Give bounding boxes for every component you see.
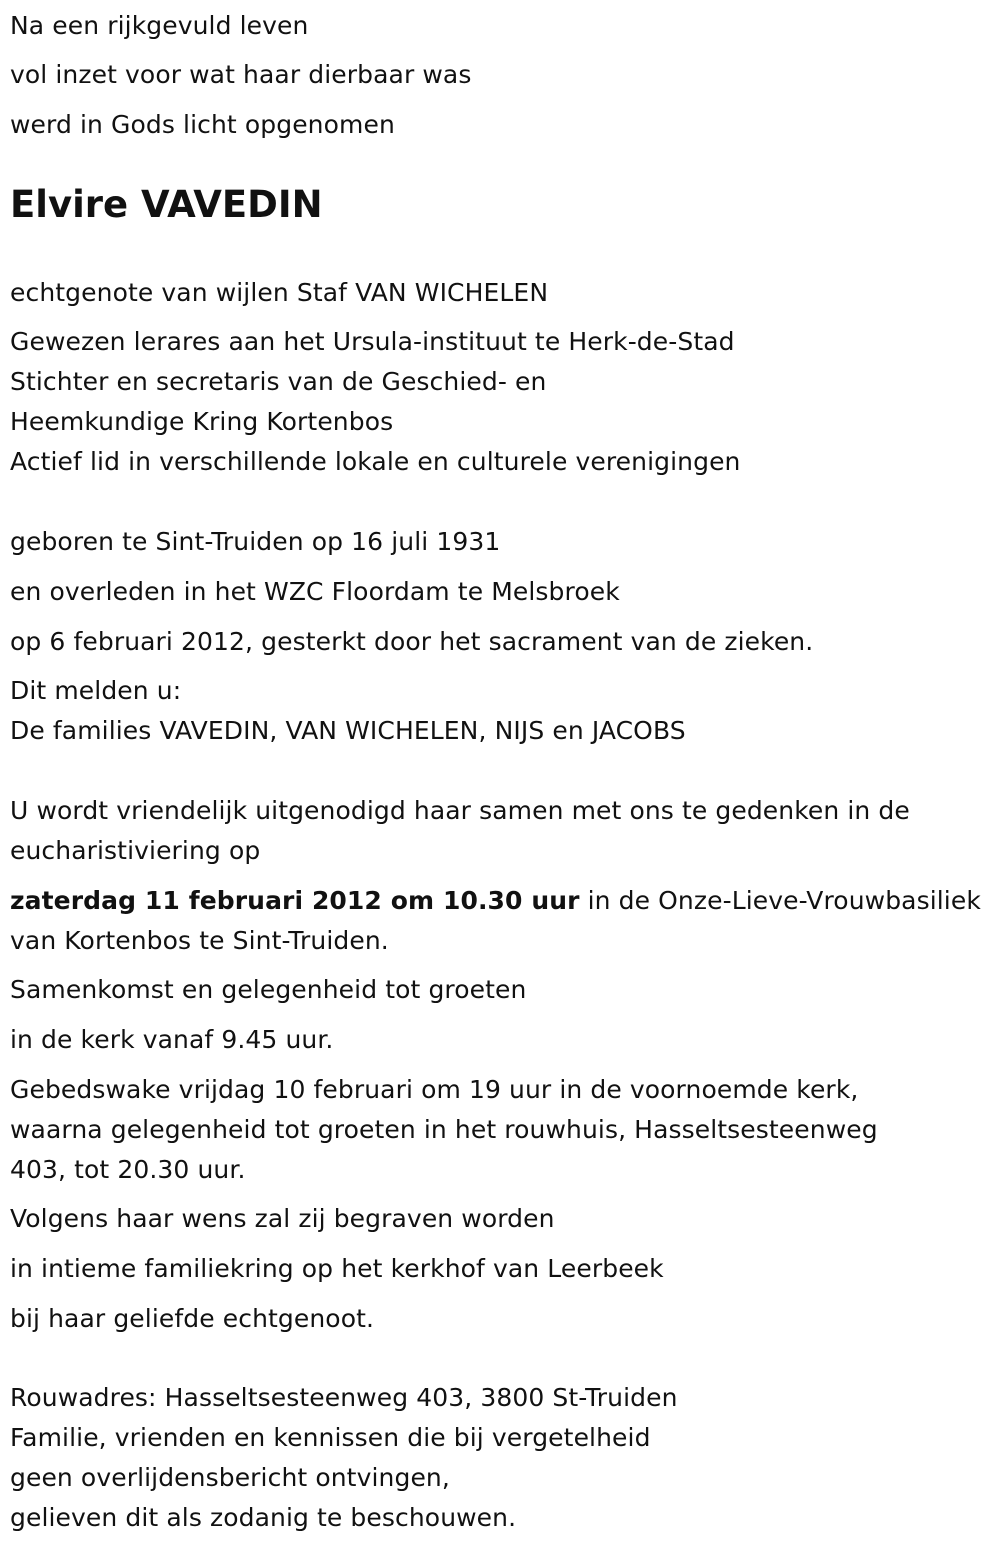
intro-line-1: Na een rijkgevuld leven [10,11,309,40]
service-line-1 [10,883,981,919]
closing-line-2: Familie, vrienden en kennissen die bij vergetelheid [10,1423,651,1452]
death-line-1: en overleden in het WZC Floordam te Melsbroek [10,577,620,606]
bio-line-2: Stichter en secretaris van de Geschied- en [10,367,547,396]
closing-line-1: Rouwadres: Hasseltsesteenweg 403, 3800 St-Truiden [10,1383,678,1412]
intro-line-3: werd in Gods licht opgenomen [10,110,395,139]
service-place-1: in de Onze-Lieve-Vrouwbasiliek [579,886,981,915]
vigil-line-2: waarna gelegenheid tot groeten in het rouwhuis, Hasseltsesteenweg [10,1115,878,1144]
closing-line-4: gelieven dit als zodanig te beschouwen. [10,1503,517,1532]
birth-line: geboren te Sint-Truiden op 16 juli 1931 [10,527,501,556]
invitation-line-1: U wordt vriendelijk uitgenodigd haar samen met ons te gedenken in de [10,796,910,825]
burial-line-1: Volgens haar wens zal zij begraven worden [10,1204,555,1233]
spouse-line: echtgenote van wijlen Staf VAN WICHELEN [10,278,549,307]
obituary-notice [10,0,985,1553]
bio-line-4: Actief lid in verschillende lokale en culturele verenigingen [10,447,741,476]
deceased-name: Elvire VAVEDIN [10,183,323,226]
service-date-time: zaterdag 11 februari 2012 om 10.30 uur [10,886,580,915]
vigil-line-3: 403, tot 20.30 uur. [10,1155,246,1184]
announcement-intro: Dit melden u: [10,676,182,705]
bio-line-1: Gewezen lerares aan het Ursula-instituut te Herk-de-Stad [10,327,735,356]
death-line-2: op 6 februari 2012, gesterkt door het sacrament van de zieken. [10,627,814,656]
closing-line-3: geen overlijdensbericht ontvingen, [10,1463,450,1492]
gathering-line-2: in de kerk vanaf 9.45 uur. [10,1025,334,1054]
gathering-line-1: Samenkomst en gelegenheid tot groeten [10,975,527,1004]
invitation-line-2: eucharistiviering op [10,836,261,865]
bio-line-3: Heemkundige Kring Kortenbos [10,407,394,436]
announcement-families: De families VAVEDIN, VAN WICHELEN, NIJS en JACOBS [10,716,686,745]
vigil-line-1: Gebedswake vrijdag 10 februari om 19 uur in de voornoemde kerk, [10,1075,859,1104]
burial-line-3: bij haar geliefde echtgenoot. [10,1304,375,1333]
burial-line-2: in intieme familiekring op het kerkhof van Leerbeek [10,1254,664,1283]
service-place-2: van Kortenbos te Sint-Truiden. [10,926,389,955]
intro-line-2: vol inzet voor wat haar dierbaar was [10,60,472,89]
